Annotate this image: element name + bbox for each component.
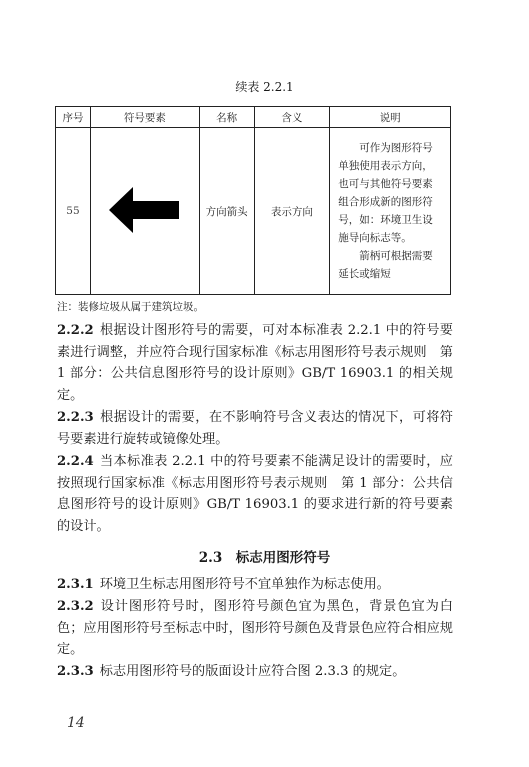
desc-line-1: 可作为图形符号单独使用表示方向，也可与其他符号要素组合形成新的图形符号，如：环境卫生设施导向标志等。 [338, 142, 433, 244]
clause-number: 2.2.4 [57, 454, 94, 469]
paragraph-2-3-2 [57, 596, 453, 661]
section-title: 2.3 标志用图形符号 [198, 550, 331, 566]
paragraph-2-2-3 [57, 407, 453, 450]
clause-text: 环境卫生标志用图形符号不宜单独作为标志使用。 [99, 577, 390, 592]
cell-symbol [90, 128, 199, 295]
paragraph-2-3-1 [57, 574, 453, 596]
cell-name: 方向箭头 [199, 128, 254, 295]
table-header-row [56, 107, 451, 128]
clause-text: 当本标准表 2.2.1 中的符号要素不能满足设计的需要时，应按照现行国家标准《标志用图形符号表示规则 第 1 部分：公共信息图形符号的设计原则》GB/T 16903.1 的要求进行新的符号要素的设计。 [57, 454, 453, 534]
header-name: 名称 [199, 107, 254, 128]
table-caption: 续表 2.2.1 [235, 80, 294, 94]
header-symbol: 符号要素 [90, 107, 199, 128]
clause-text: 设计图形符号时，图形符号颜色宜为黑色，背景色宜为白色；应用图形符号至标志中时，图形符号颜色及背景色应符合相应规定。 [57, 599, 453, 658]
clause-number: 2.2.3 [57, 410, 94, 425]
cell-meaning: 表示方向 [254, 128, 330, 295]
header-desc: 说明 [330, 107, 451, 128]
table-note: 注：装修垃圾从属于建筑垃圾。 [57, 301, 204, 313]
clause-text: 根据设计图形符号的需要，可对本标准表 2.2.1 中的符号要素进行调整，并应符合现行国家标准《标志用图形符号表示规则 第 1 部分：公共信息图形符号的设计原则》GB/T 16903.1 的相关规定。 [57, 323, 453, 403]
clause-number: 2.3.2 [57, 599, 94, 614]
clause-number: 2.3.3 [57, 664, 94, 679]
header-meaning: 含义 [254, 107, 330, 128]
paragraph-2-3-3 [57, 661, 453, 683]
clause-text: 根据设计的需要，在不影响符号含义表达的情况下，可将符号要素进行旋转或镜像处理。 [57, 410, 453, 447]
cell-desc [330, 128, 451, 295]
header-no: 序号 [56, 107, 91, 128]
clause-text: 标志用图形符号的版面设计应符合图 2.3.3 的规定。 [99, 664, 406, 679]
desc-line-2: 箭柄可根据需要延长或缩短 [338, 250, 433, 280]
left-arrow-icon [109, 186, 181, 234]
cell-no: 55 [56, 128, 91, 295]
paragraph-2-2-4 [57, 451, 453, 537]
page-number: 14 [67, 715, 85, 731]
clause-number: 2.3.1 [57, 577, 94, 592]
paragraph-2-2-2 [57, 320, 453, 406]
symbol-table [55, 106, 451, 295]
clause-number: 2.2.2 [57, 323, 94, 338]
table-row [56, 128, 451, 295]
